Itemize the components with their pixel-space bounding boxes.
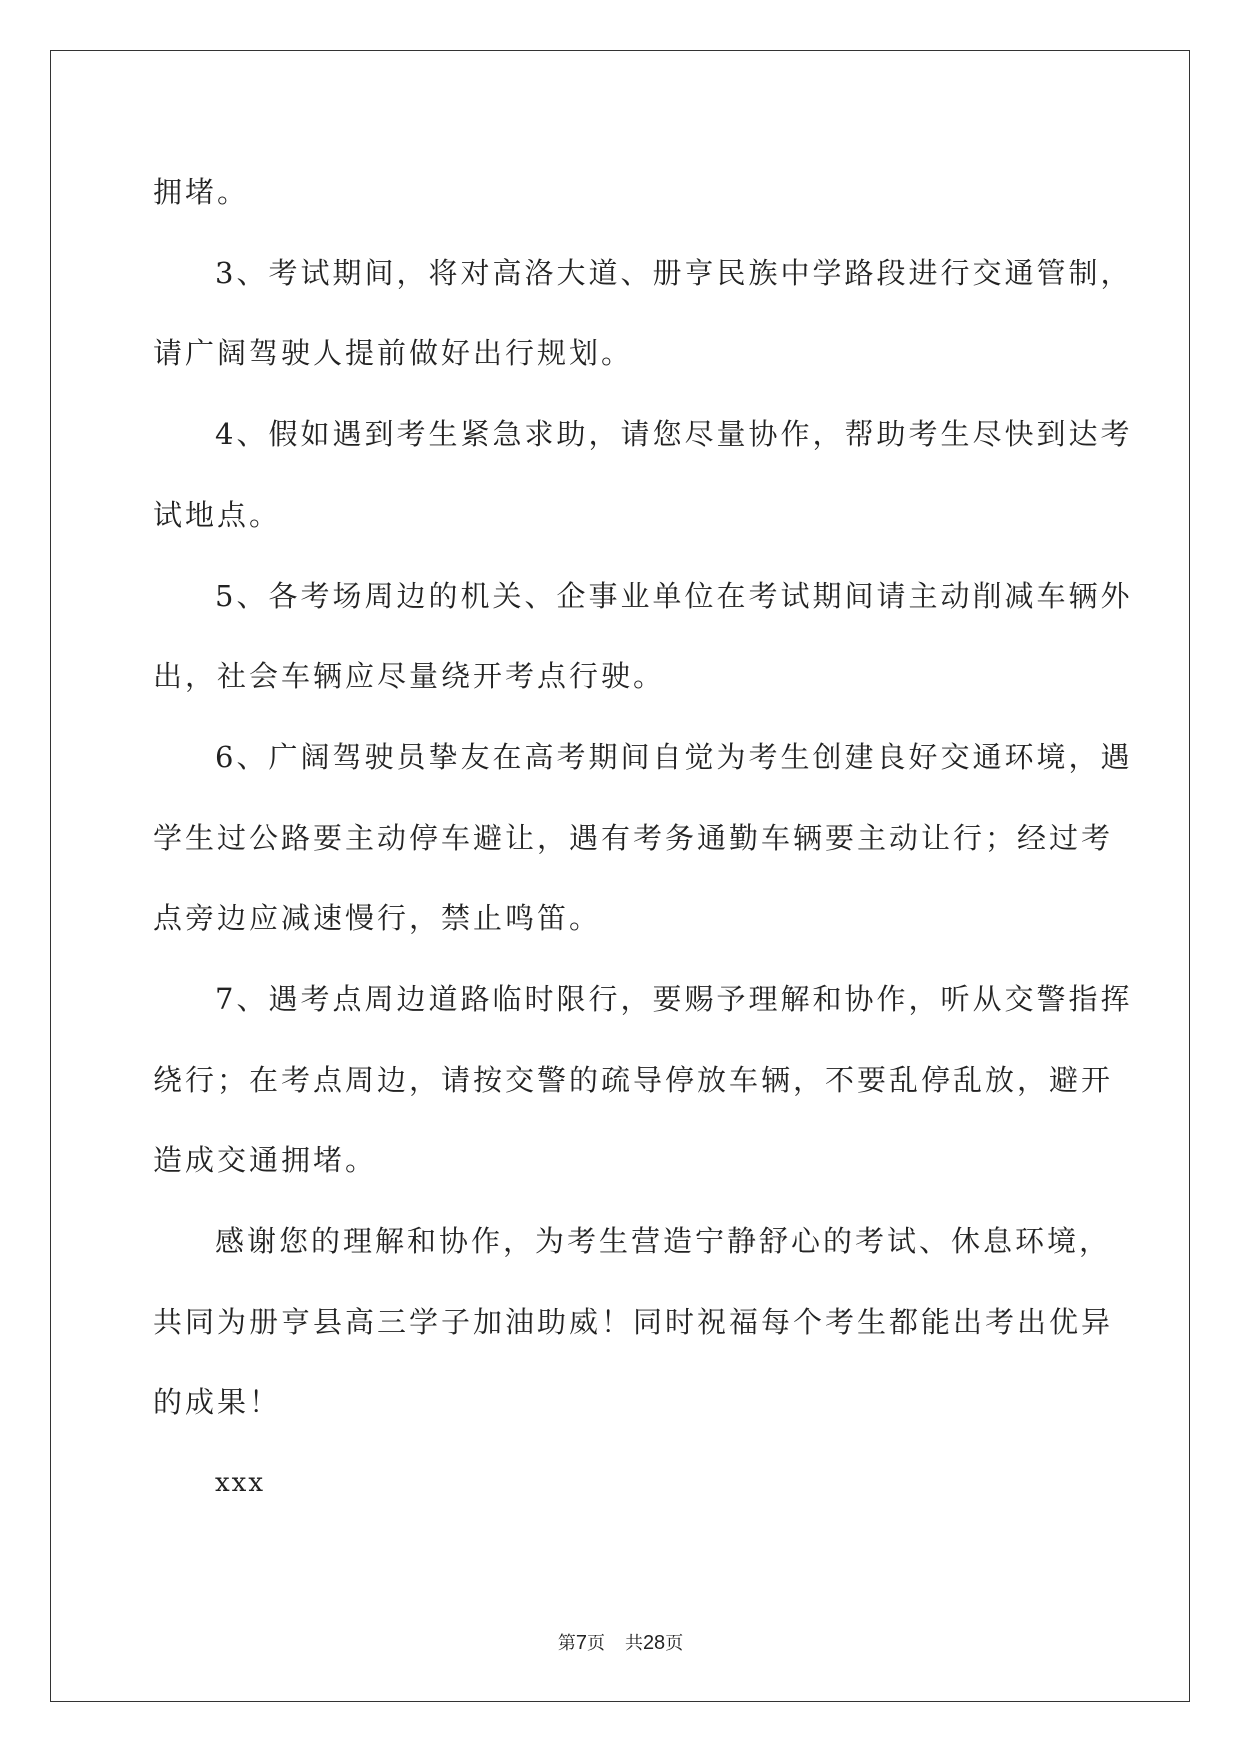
text-line-1: 拥堵。 xyxy=(153,175,250,209)
text-line-2: 3、考试期间，将对高洛大道、册亨民族中学路段进行交通管制， xyxy=(215,256,1133,290)
signature: xxx xyxy=(215,1468,265,1498)
footer-page-prefix: 第 xyxy=(557,1633,576,1654)
footer-page-number: 7 xyxy=(575,1632,587,1654)
footer-total-pages: 28 xyxy=(642,1632,666,1654)
text-line-4: 4、假如遇到考生紧急求助，请您尽量协作，帮助考生尽快到达考 xyxy=(215,417,1133,451)
page-frame xyxy=(50,50,1190,1702)
text-line-9: 学生过公路要主动停车避让，遇有考务通勤车辆要主动让行；经过考 xyxy=(153,821,1114,855)
text-line-11: 7、遇考点周边道路临时限行，要赐予理解和协作，听从交警指挥 xyxy=(215,982,1133,1016)
text-line-10: 点旁边应减速慢行，禁止鸣笛。 xyxy=(153,901,602,935)
footer-total-prefix: 共 xyxy=(624,1633,643,1654)
text-line-15: 共同为册亨县高三学子加油助威！同时祝福每个考生都能出考出优异 xyxy=(153,1305,1114,1339)
text-line-14: 感谢您的理解和协作，为考生营造宁静舒心的考试、休息环境， xyxy=(215,1224,1112,1258)
text-line-7: 出，社会车辆应尽量绕开考点行驶。 xyxy=(153,659,666,693)
text-line-12: 绕行；在考点周边，请按交警的疏导停放车辆，不要乱停乱放，避开 xyxy=(153,1063,1114,1097)
footer-total-suffix: 页 xyxy=(665,1633,684,1654)
text-line-6: 5、各考场周边的机关、企事业单位在考试期间请主动削减车辆外 xyxy=(215,579,1133,613)
text-line-3: 请广阔驾驶人提前做好出行规划。 xyxy=(153,336,634,370)
text-line-16: 的成果！ xyxy=(153,1385,282,1419)
text-line-8: 6、广阔驾驶员挚友在高考期间自觉为考生创建良好交通环境，遇 xyxy=(215,740,1133,774)
text-line-13: 造成交通拥堵。 xyxy=(153,1143,378,1177)
page-footer xyxy=(0,1631,1241,1656)
footer-page-suffix: 页 xyxy=(586,1633,605,1654)
text-line-5: 试地点。 xyxy=(153,498,282,532)
